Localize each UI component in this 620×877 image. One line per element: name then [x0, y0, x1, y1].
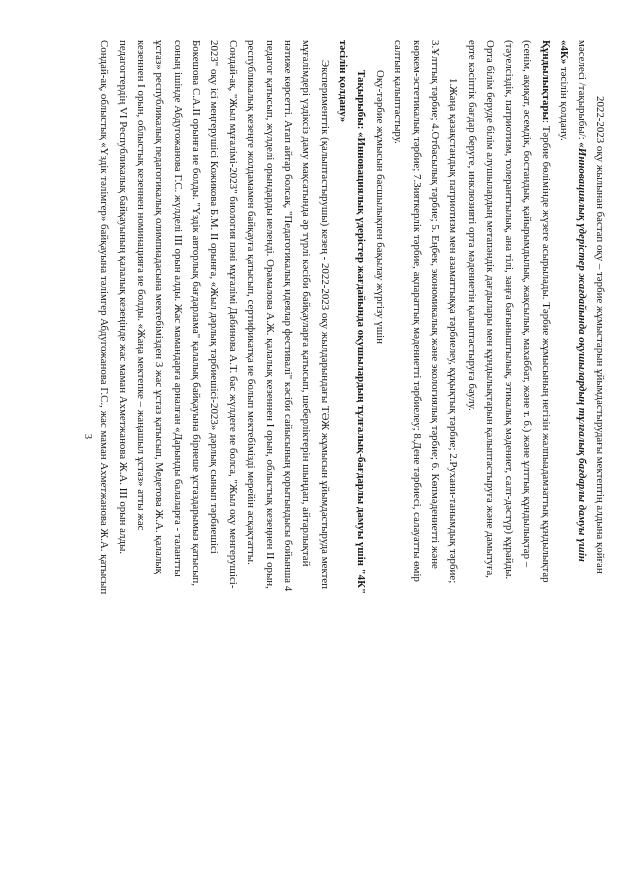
text-line — [429, 40, 441, 569]
text-run: 3.Ұлттық тәрбие; 4.Отбасылық тәрбие; 5. Еңбек, экономикалық және экологиялық тәрбие; 6. Көпмәдениетті және — [429, 40, 441, 569]
text-run: 2022-2023 оқу жылынан бастап оқу – тәрбие жұмыстарын ұйымдастырудағы мектептің алдына қойған — [594, 96, 606, 574]
text-line — [503, 40, 515, 579]
text-run: кезеннен I орын, облыстық кезеннен номинацияға ие болды. «Жаңа мектепке – жаңашыл ұстаз» атты жас — [135, 40, 147, 531]
text-line — [484, 40, 496, 578]
text-run: Орта білім беруде білім алушылардың метапәндік дағдылары мен құндылықтарын қалыптастыруға және дамытуға, — [484, 40, 496, 579]
text-run: соның ішінде Абдугожанова Г.С. жүлделі III орын алды. Жас мамандарға арналған «Дарынды балаларға - талантты — [172, 40, 184, 577]
text-line — [264, 40, 276, 589]
text-line — [594, 96, 606, 574]
text-run: республикалық кезеңге жолдамамен байқауға қатысып, сертификатқа ие болып мектебімізді мерейін асқақтатты. — [245, 40, 257, 565]
text-line — [576, 40, 588, 562]
text-line — [355, 70, 367, 594]
text-run: 2023" оқу ісі меңгерушісі Кожикова Б.М. II орынға, «Жыл дәрлық тәрбиешісі-2023» дәрлық сынып тәрбиешісі — [208, 40, 220, 554]
text-run: : Тәрбие бөлімінде жүзеге асырылады. Тәрбие жұмысының негізін жалпыадамзаттық құндылықтар — [540, 120, 552, 583]
text-line — [190, 40, 202, 586]
text-run: ұстаз» республикалық педагогикалық олимпиадасына мектебімізден 3 жас ұстаз қатысып, Медетова Ж.А. қалалық — [153, 40, 165, 574]
text-line — [282, 40, 294, 591]
text-run: ерте кәсіптік бағдар беруге, инклюзивті орта мәдениетін қалыптастыруға баулу. — [466, 40, 478, 411]
text-line — [521, 40, 533, 567]
text-run: Оқу-тәрбие жұмысын басшылықпен бақылау жүргізу үшін — [374, 70, 386, 344]
text-run: тәсілін қолдану. — [558, 64, 570, 141]
text-run: Құндылықтары — [540, 40, 552, 121]
text-run: Бокешова С.А.II орынға ие болды. "Үздік авторлық бағдарлама" қалалық байқауына бірнеше ұстаздарымыз қатысып, — [190, 40, 202, 586]
text-line — [447, 78, 459, 583]
text-line — [135, 40, 147, 531]
text-run: (тәуелсіздік, патриотизм, толеранттылық, ана тілі, заңға бағыныштылық, этикалық мәдениет, салт-дәстүр) құрайды. — [503, 40, 515, 580]
text-line — [172, 40, 184, 577]
text-line — [466, 40, 478, 411]
text-run: педагог қатысып, жүлделі орындарды иеленді. Орамалова А.Ж. қалалық кезеннен I орын, облыстық кезеңнен II орын, — [264, 40, 276, 589]
page-number: 3 — [82, 434, 93, 439]
text-run: нәтиже көрсетті. Атап айтар болсақ, "Педагогикалық идеялар фестивалі" кәсіби сайысының қорытындысы бойынша 4 — [282, 40, 294, 592]
text-line — [337, 40, 349, 122]
text-run: «Инновациялық үдерістер жағдайында оқушылардың тұлғалық бағдарлы дамуы үшін — [576, 142, 588, 562]
text-line — [98, 40, 110, 594]
text-run: мәселесі /тақырыбы/: — [576, 40, 588, 143]
text-run: Сондай-ақ, "Жыл мұғалімі-2023" биология пәні мұғалімі Дабинова А.Т. бас жүлдеге ие болса, "Жыл оқу менгерушісі- — [227, 40, 239, 589]
text-run: тәсілін қолдану» — [337, 40, 349, 123]
text-run: Эксперименттік (қалыптастырушы) кезең - 2022-2023 оқу жылдарындағы ТӘЖ жұмысын ұйымдастыруда мектеп — [319, 60, 331, 590]
text-line — [208, 40, 220, 554]
text-line — [558, 40, 570, 141]
text-run: Сондай-ақ, облыстық «Үздік тәлімгер» байқауына тәлімгер Абдугожанова Г.С., жас маман Ахметжанова Ж.А. қатысып — [98, 40, 110, 595]
text-run: көркем-эстетикалық тәрбие; 7.Зияткерлік тәрбие, ақпараттық мәдениетті тәрбиелеу; 8.Дене тәрбиесі, салауатты өмір — [411, 40, 423, 582]
text-line — [117, 40, 129, 554]
text-run: педагогтердің VI Республикалық байқауының қалалық кезеңінде жас маман Ахметжанова Ж.А. III орын алды. — [117, 40, 129, 555]
text-run: «4К» — [558, 40, 570, 65]
text-line — [227, 40, 239, 588]
text-line — [300, 40, 312, 566]
text-line — [392, 40, 404, 144]
text-line — [540, 40, 552, 583]
text-line — [319, 60, 331, 589]
text-run: (сенім, ақиқат, әсемдік, бостандық, қайырымдылық, жақсылық, махаббат, және т. б.) және ұлттық құндылықтар – — [521, 40, 533, 568]
text-run: салтын қалыптастыру. — [392, 40, 404, 144]
text-run: мұғалімдері үздіксіз даму мақсатында әр түрлі кәсіби байқауларға қатысып, шеберліктерін шыңдап, айтарлықтай — [300, 40, 312, 567]
text-run: Тақырыбы: «Инновациялық үдерістер жағдайында оқушылардың тұлғалық-бағдарлы дамуы үшін "4К" — [355, 70, 367, 595]
text-line — [411, 40, 423, 582]
text-line — [153, 40, 165, 574]
text-run: 1.Жаңа қазақстандық патриотизм мен азаматтыққа тәрбиелеу, құқықтық тәрбие; 2.Рухани-танымдық тәрбие; — [447, 78, 459, 584]
text-line — [245, 40, 257, 565]
text-line — [374, 70, 386, 344]
